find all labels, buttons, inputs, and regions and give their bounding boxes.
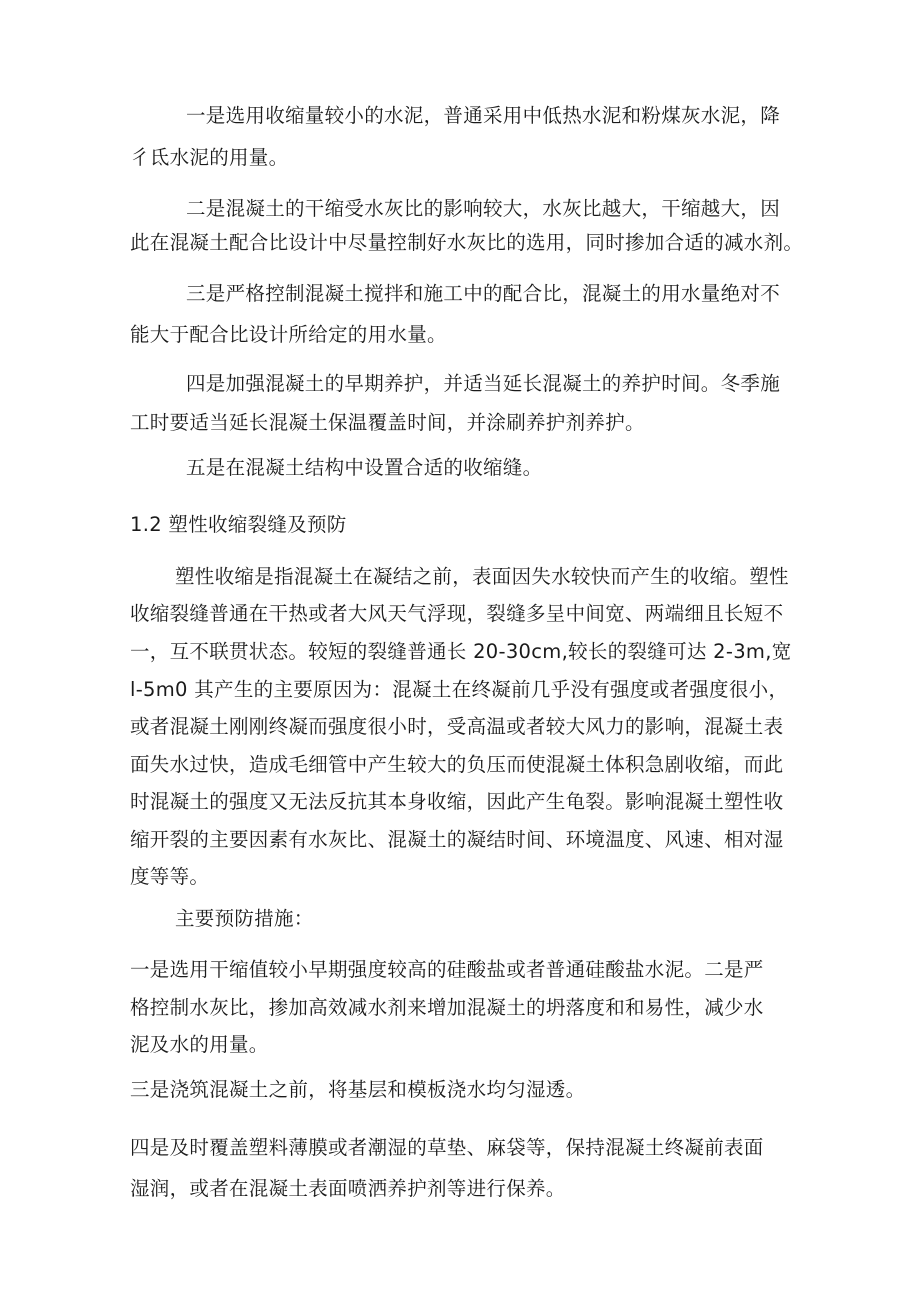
paragraph-2-line-1: 二是混凝土的干缩受水灰比的影响较大，水灰比越大，干缩越大，因	[186, 197, 781, 220]
measure-3-line-1: 四是及时覆盖塑料薄膜或者潮湿的草垫、麻袋等，保持混凝土终凝前表面	[130, 1136, 764, 1159]
paragraph-3-line-1: 三是严格控制混凝土搅拌和施工中的配合比，混凝土的用水量绝对不	[186, 282, 781, 305]
paragraph-1-line-1: 一是选用收缩量较小的水泥，普通采用中低热水泥和粉煤灰水泥，降	[186, 104, 781, 127]
body-line-3: 一，互不联贯状态。较短的裂缝普通长 20-30cm,较长的裂缝可达 2-3m,宽	[130, 640, 792, 663]
measure-3-line-2: 湿润，或者在混凝土表面喷洒养护剂等进行保养。	[130, 1177, 566, 1200]
paragraph-4-line-2: 工时要适当延长混凝土保温覆盖时间，并涂刷养护剂养护。	[130, 411, 645, 434]
body-line-5: 或者混凝土刚刚终凝而强度很小时，受高温或者较大风力的影响，混凝土表	[130, 715, 784, 738]
body-line-6: 面失水过快，造成毛细管中产生较大的负压而使混凝土体积急剧收缩，而此	[130, 753, 784, 776]
paragraph-4-line-1: 四是加强混凝土的早期养护，并适当延长混凝土的养护时间。冬季施	[186, 372, 781, 395]
paragraph-3-line-2: 能大于配合比设计所给定的用水量。	[130, 323, 447, 346]
measures-label: 主要预防措施：	[175, 907, 314, 930]
body-line-8: 缩开裂的主要因素有水灰比、混凝土的凝结时间、环境温度、风速、相对湿	[130, 828, 784, 851]
body-line-1: 塑性收缩是指混凝土在凝结之前，表面因失水较快而产生的收缩。塑性	[175, 565, 789, 588]
section-heading: 1.2 塑性收缩裂缝及预防	[130, 513, 347, 536]
measure-1-line-3: 泥及水的用量。	[130, 1033, 269, 1056]
body-line-7: 时混凝土的强度又无法反抗其本身收缩，因此产生龟裂。影响混凝土塑性收	[130, 790, 784, 813]
measure-2-line-1: 三是浇筑混凝土之前，将基层和模板浇水均匀湿透。	[130, 1078, 586, 1101]
measure-1-line-2: 格控制水灰比，掺加高效减水剂来增加混凝土的坍落度和和易性，减少水	[130, 996, 764, 1019]
body-line-4: l-5m0 其产生的主要原因为：混凝土在终凝前几乎没有强度或者强度很小，	[130, 678, 789, 701]
body-line-9: 度等等。	[130, 865, 210, 888]
body-line-2: 收缩裂缝普通在干热或者大风天气浮现，裂缝多呈中间宽、两端细且长短不	[130, 602, 784, 625]
paragraph-5-line-1: 五是在混凝土结构中设置合适的收缩缝。	[186, 456, 543, 479]
paragraph-1-line-2: 彳氐水泥的用量。	[130, 146, 289, 169]
measure-1-line-1: 一是选用干缩值较小早期强度较高的硅酸盐或者普通硅酸盐水泥。二是严	[130, 958, 764, 981]
paragraph-2-line-2: 此在混凝土配合比设计中尽量控制好水灰比的选用，同时掺加合适的减水剂。	[130, 231, 804, 254]
